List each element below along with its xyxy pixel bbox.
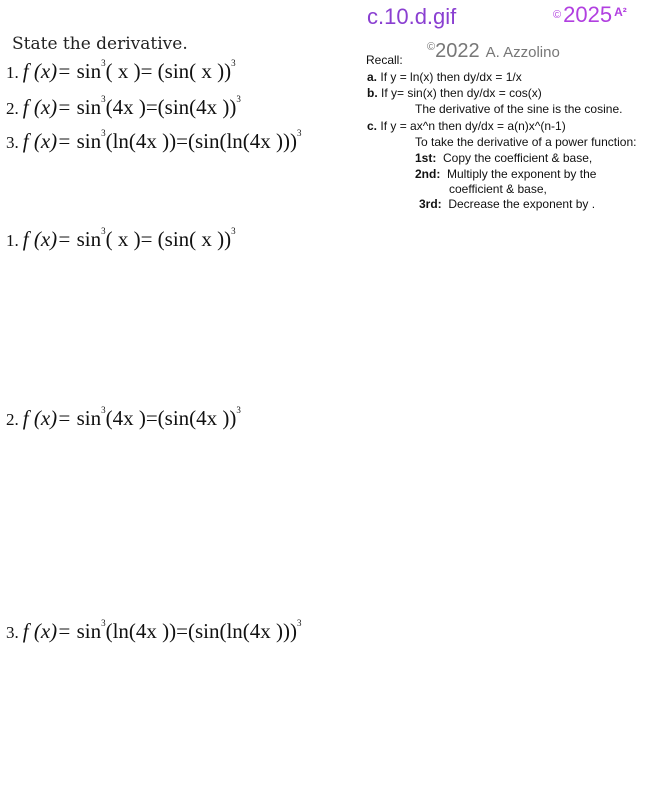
file-label: c.10.d.gif [367,4,457,29]
recall-step-1: 1st: Copy the coefficient & base, [415,151,593,165]
recall-step-2: 2nd: Multiply the exponent by the [415,167,597,181]
problem-1-work: 1. f $(x)= \sin^3$( x )= (sin( x ))$^3$ [6,226,236,251]
recall-item-b-note: The derivative of the sine is the cosine. [415,102,623,116]
problem-2-work: 2. f $(x)= \sin^3(4x$ )=(sin(4x ))$^3$ [6,405,241,430]
a2-logo: A² [614,5,627,19]
copyright-symbol: © [553,9,562,21]
problem-2-top: 2. f $(x)= \sin^3(4x$ )=(sin(4x ))$^3$ [6,94,241,119]
recall-heading: Recall: [366,53,403,67]
recall-item-c: c. If y = ax^n then dy/dx = a(n)x^(n-1) [367,119,566,133]
recall-item-b: b. If y= sin(x) then dy/dx = cos(x) [367,86,542,100]
problem-3-work: 3. f $(x)= \sin^3(\ln(4x$ ))=(sin(ln(4x )))$^3$ [6,618,302,643]
year-text: 2025 [563,2,613,27]
author-copyright: ©2022 A. Azzolino [427,40,560,62]
problem-3-top: 3. f $(x)= \sin^3(\ln(4x$ ))=(sin(ln(4x )))$^3$ [6,128,302,153]
instruction-title: State the derivative. [12,34,188,54]
recall-step-3: 3rd: Decrease the exponent by . [419,197,596,211]
recall-item-a: a. If y = ln(x) then dy/dx = 1/x [367,70,522,84]
year-badge [553,2,627,28]
recall-item-c-note: To take the derivative of a power function: [415,135,637,149]
problem-1-top: 1. f $(x)= \sin^3$( x )= (sin( x ))$^3$ [6,58,236,83]
recall-step-2-cont: coefficient & base, [449,182,547,196]
